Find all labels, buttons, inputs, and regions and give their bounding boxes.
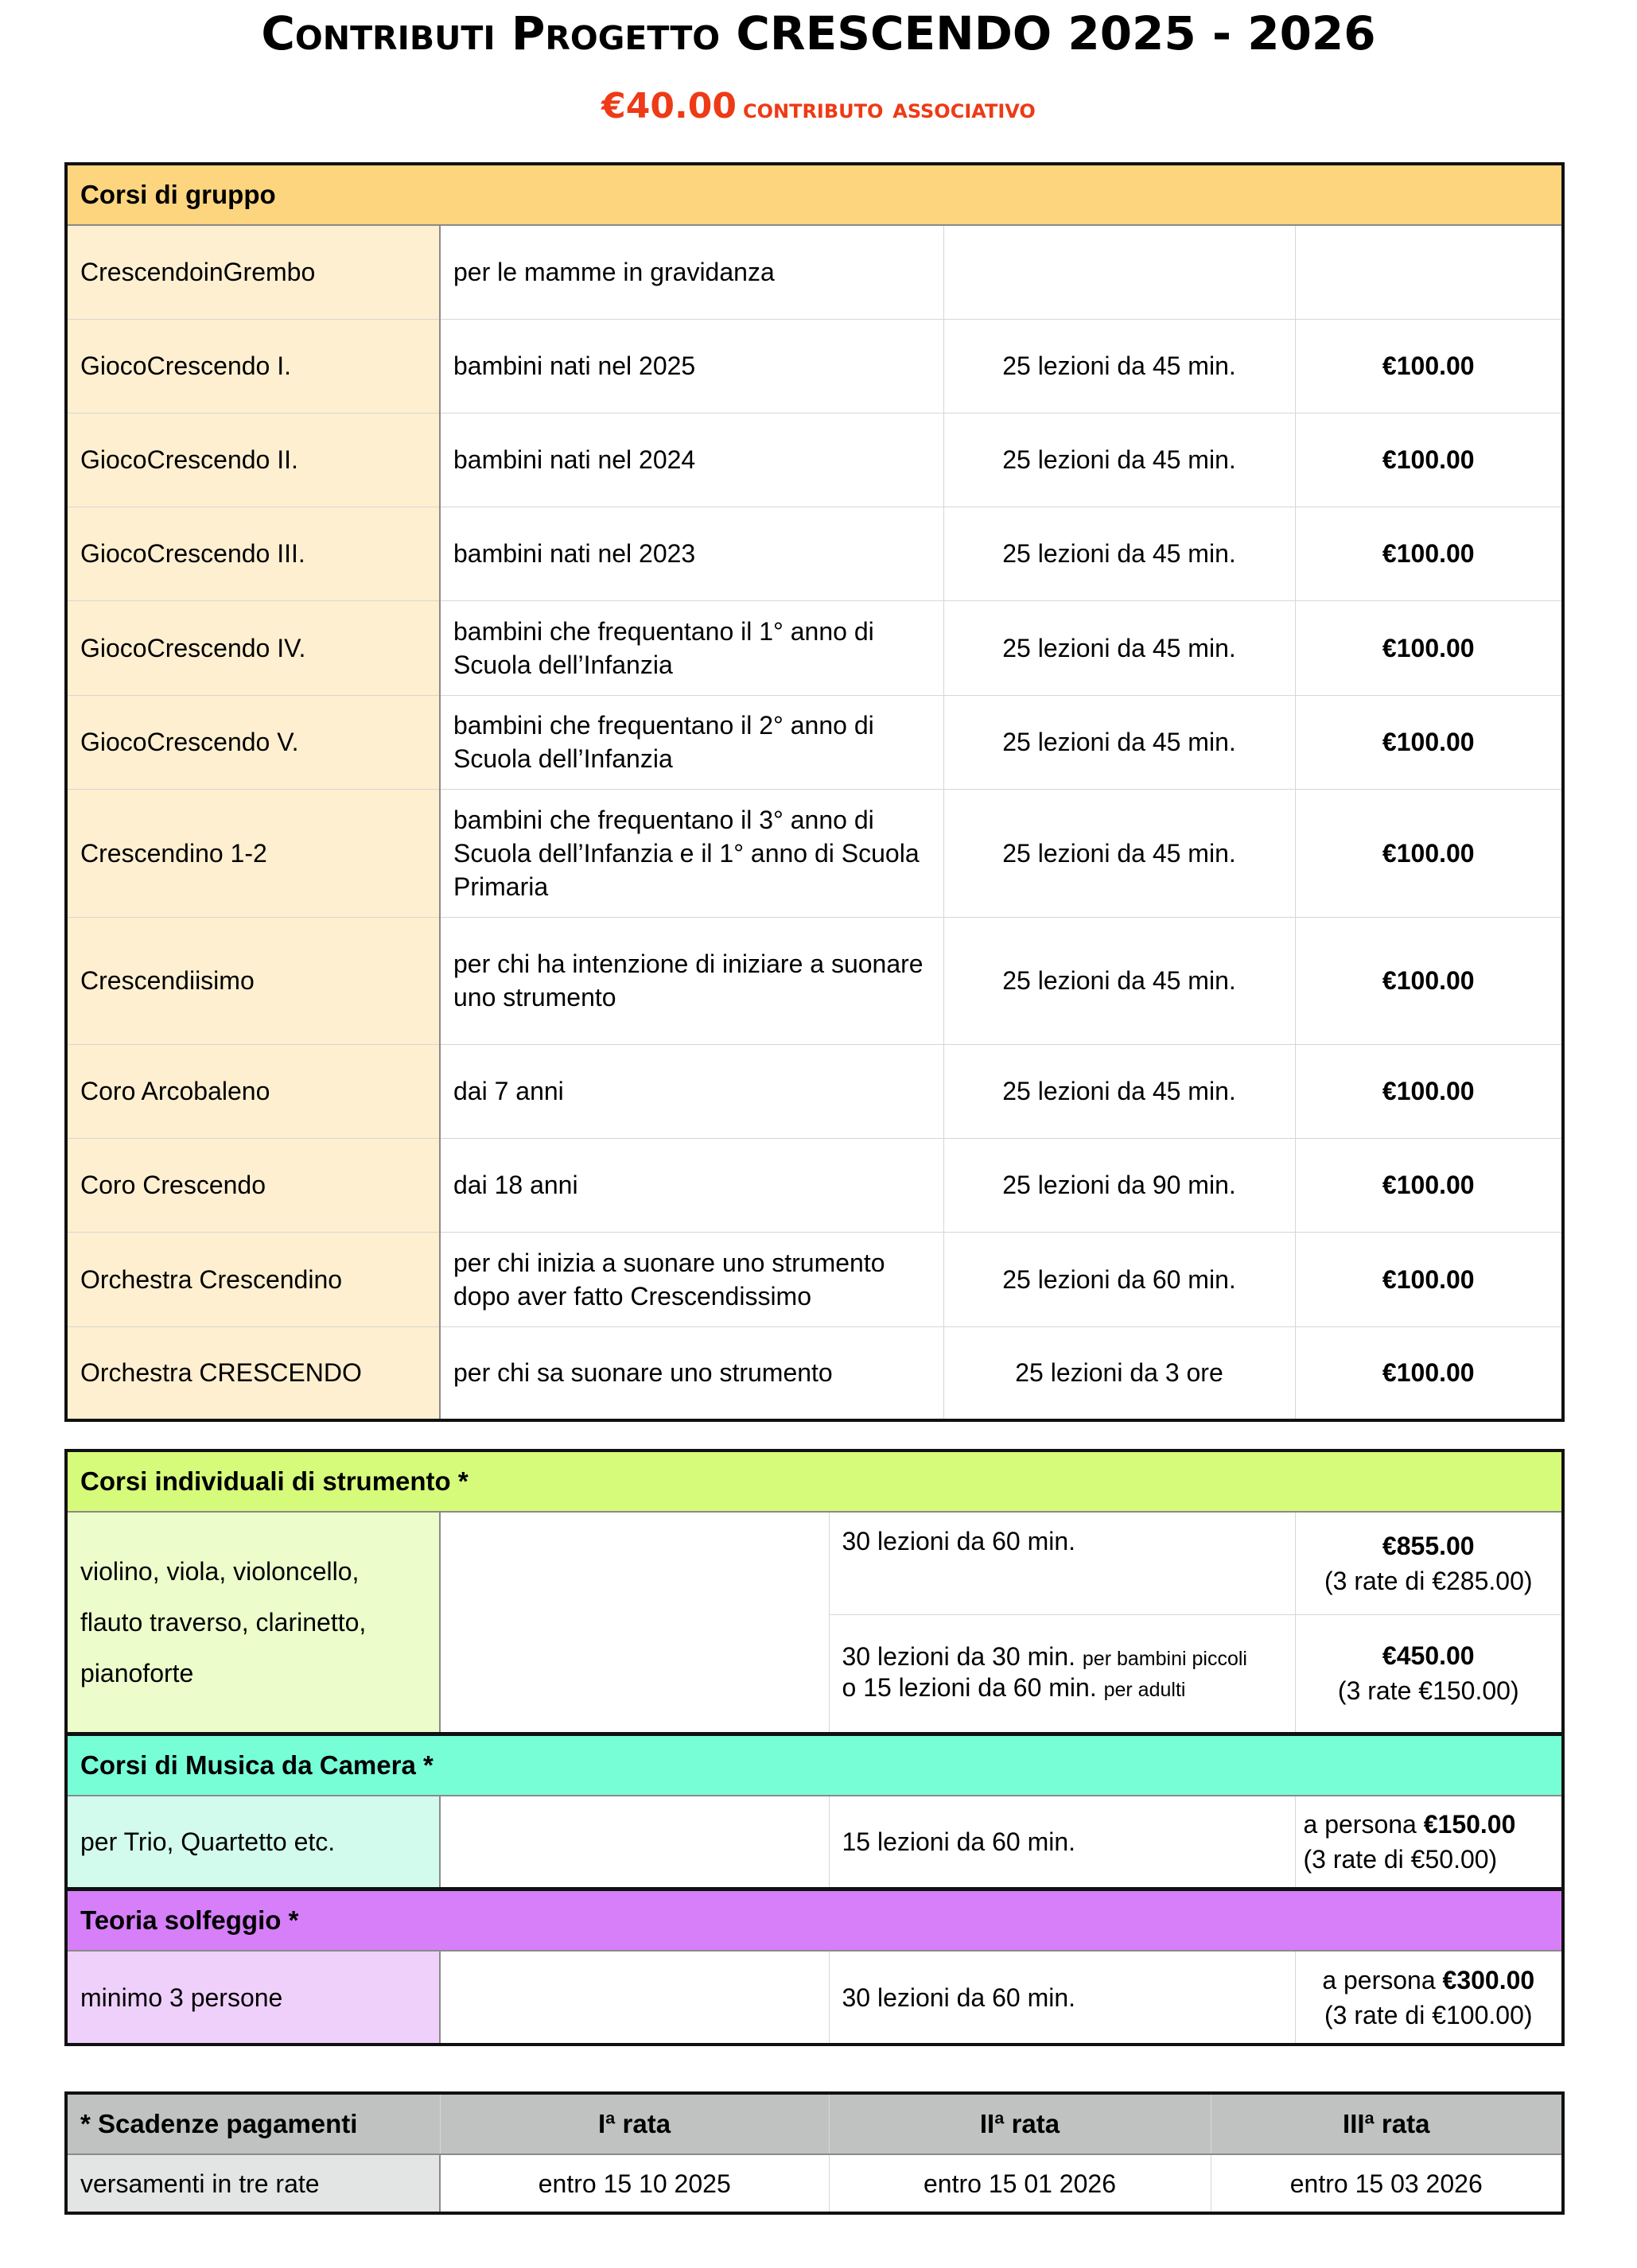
instrument-line: pianoforte <box>80 1658 194 1687</box>
course-price: €100.00 <box>1295 507 1563 600</box>
individual-courses-header-row <box>66 1451 1563 1512</box>
course-description: bambini che frequentano il 3° anno di Scuola dell’Infanzia e il 1° anno di Scuola Primaria <box>440 789 943 917</box>
table-row <box>66 917 1563 1044</box>
course-lessons: 25 lezioni da 60 min. <box>943 1232 1295 1326</box>
course-lessons <box>943 225 1295 319</box>
price: €300.00 <box>1442 1965 1535 1994</box>
course-description: per le mamme in gravidanza <box>440 225 943 319</box>
table-row <box>66 507 1563 600</box>
course-name: GiocoCrescendo IV. <box>66 600 440 695</box>
price-cell <box>1295 1614 1563 1734</box>
table-row <box>66 1326 1563 1420</box>
course-name: Crescendino 1-2 <box>66 789 440 917</box>
group-courses-table <box>64 162 1565 1422</box>
individual-courses-table <box>64 1449 1565 2046</box>
lessons-cell: 30 lezioni da 60 min. <box>829 1951 1295 2045</box>
course-lessons: 25 lezioni da 90 min. <box>943 1138 1295 1232</box>
course-price: €100.00 <box>1295 1326 1563 1420</box>
course-price: €100.00 <box>1295 600 1563 695</box>
group-courses-header-row <box>66 164 1563 225</box>
course-description: bambini nati nel 2025 <box>440 319 943 413</box>
table-row <box>66 1138 1563 1232</box>
course-price: €100.00 <box>1295 319 1563 413</box>
price: €450.00 <box>1382 1641 1475 1670</box>
lessons-text: 30 lezioni da 30 min. <box>842 1642 1076 1671</box>
group-courses-body <box>66 225 1563 1420</box>
installments: (3 rate di €100.00) <box>1324 2000 1533 2029</box>
installments: (3 rate di €50.00) <box>1303 1844 1498 1874</box>
price-cell <box>1295 1512 1563 1614</box>
table-row <box>66 789 1563 917</box>
course-name: Coro Arcobaleno <box>66 1044 440 1138</box>
table-row <box>66 1044 1563 1138</box>
table-row <box>66 319 1563 413</box>
course-name: Coro Crescendo <box>66 1138 440 1232</box>
table-row <box>66 2154 1563 2213</box>
table-row <box>66 600 1563 695</box>
course-name: GiocoCrescendo II. <box>66 413 440 507</box>
instrument-line: violino, viola, violoncello, <box>80 1556 360 1586</box>
course-description: dai 7 anni <box>440 1044 943 1138</box>
installment-header: IIIª rata <box>1211 2093 1563 2154</box>
course-description: per chi sa suonare uno strumento <box>440 1326 943 1420</box>
lessons-note: per adulti <box>1103 1679 1186 1701</box>
course-price: €100.00 <box>1295 1232 1563 1326</box>
empty-cell <box>440 1512 829 1734</box>
lessons-cell <box>829 1614 1295 1734</box>
course-price: €100.00 <box>1295 917 1563 1044</box>
table-row <box>66 1796 1563 1889</box>
group-courses-title: Corsi di gruppo <box>66 164 1563 225</box>
course-lessons: 25 lezioni da 45 min. <box>943 600 1295 695</box>
course-description: bambini che frequentano il 2° anno di Scuola dell’Infanzia <box>440 695 943 789</box>
price-cell <box>1295 1796 1563 1889</box>
table-row <box>66 1232 1563 1326</box>
course-lessons: 25 lezioni da 45 min. <box>943 507 1295 600</box>
course-description: per chi ha intenzione di iniziare a suonare uno strumento <box>440 917 943 1044</box>
course-name: Crescendiisimo <box>66 917 440 1044</box>
course-lessons: 25 lezioni da 45 min. <box>943 319 1295 413</box>
installment-header: Iª rata <box>440 2093 829 2154</box>
installment-date: entro 15 01 2026 <box>829 2154 1211 2213</box>
course-lessons: 25 lezioni da 45 min. <box>943 789 1295 917</box>
price-prefix: a persona <box>1322 1965 1436 1994</box>
table-row <box>66 413 1563 507</box>
course-name: GiocoCrescendo I. <box>66 319 440 413</box>
course-lessons: 25 lezioni da 45 min. <box>943 917 1295 1044</box>
course-price: €100.00 <box>1295 695 1563 789</box>
table-row <box>66 1951 1563 2045</box>
course-lessons: 25 lezioni da 45 min. <box>943 1044 1295 1138</box>
course-description: per chi inizia a suonare uno strumento dopo aver fatto Crescendissimo <box>440 1232 943 1326</box>
membership-fee-amount: €40.00 <box>601 86 737 126</box>
lessons-note: per bambini piccoli <box>1082 1648 1247 1670</box>
instruments-cell <box>66 1512 440 1734</box>
payment-schedule-header-row <box>66 2093 1563 2154</box>
installment-date: entro 15 03 2026 <box>1211 2154 1563 2213</box>
theory-header-row <box>66 1889 1563 1951</box>
membership-fee <box>0 86 1637 126</box>
table-row <box>66 695 1563 789</box>
chamber-desc: per Trio, Quartetto etc. <box>66 1796 440 1889</box>
course-lessons: 25 lezioni da 45 min. <box>943 695 1295 789</box>
course-price: €100.00 <box>1295 413 1563 507</box>
installments: (3 rate di €285.00) <box>1324 1566 1533 1595</box>
installment-date: entro 15 10 2025 <box>440 2154 829 2213</box>
course-description: dai 18 anni <box>440 1138 943 1232</box>
price-prefix: a persona <box>1303 1809 1417 1839</box>
theory-title: Teoria solfeggio * <box>66 1889 1563 1951</box>
chamber-courses-title: Corsi di Musica da Camera * <box>66 1734 1563 1796</box>
course-description: bambini nati nel 2023 <box>440 507 943 600</box>
lessons-cell: 15 lezioni da 60 min. <box>829 1796 1295 1889</box>
course-lessons: 25 lezioni da 45 min. <box>943 413 1295 507</box>
price-cell <box>1295 1951 1563 2045</box>
lessons-text: o 15 lezioni da 60 min. <box>842 1673 1097 1702</box>
table-row <box>66 225 1563 319</box>
individual-courses-title: Corsi individuali di strumento * <box>66 1451 1563 1512</box>
theory-desc: minimo 3 persone <box>66 1951 440 2045</box>
course-price <box>1295 225 1563 319</box>
course-name: GiocoCrescendo III. <box>66 507 440 600</box>
course-name: Orchestra Crescendino <box>66 1232 440 1326</box>
empty-cell <box>440 1796 829 1889</box>
course-price: €100.00 <box>1295 1138 1563 1232</box>
payment-schedule-table <box>64 2091 1565 2215</box>
lessons-cell: 30 lezioni da 60 min. <box>829 1512 1295 1614</box>
price: €150.00 <box>1423 1809 1516 1839</box>
empty-cell <box>440 1951 829 2045</box>
course-price: €100.00 <box>1295 789 1563 917</box>
payment-schedule-title: * Scadenze pagamenti <box>66 2093 440 2154</box>
membership-fee-label: contributo associativo <box>742 93 1036 125</box>
installment-header: IIª rata <box>829 2093 1211 2154</box>
price: €855.00 <box>1382 1531 1475 1560</box>
course-description: bambini nati nel 2024 <box>440 413 943 507</box>
course-lessons: 25 lezioni da 3 ore <box>943 1326 1295 1420</box>
course-name: Orchestra CRESCENDO <box>66 1326 440 1420</box>
installments: (3 rate €150.00) <box>1337 1676 1519 1705</box>
course-price: €100.00 <box>1295 1044 1563 1138</box>
table-row <box>66 1512 1563 1614</box>
course-name: CrescendoinGrembo <box>66 225 440 319</box>
instrument-line: flauto traverso, clarinetto, <box>80 1607 367 1637</box>
chamber-courses-header-row <box>66 1734 1563 1796</box>
payment-row-label: versamenti in tre rate <box>66 2154 440 2213</box>
course-name: GiocoCrescendo V. <box>66 695 440 789</box>
course-description: bambini che frequentano il 1° anno di Scuola dell’Infanzia <box>440 600 943 695</box>
page-title: Contributi Progetto CRESCENDO 2025 - 2026 <box>261 6 1376 60</box>
